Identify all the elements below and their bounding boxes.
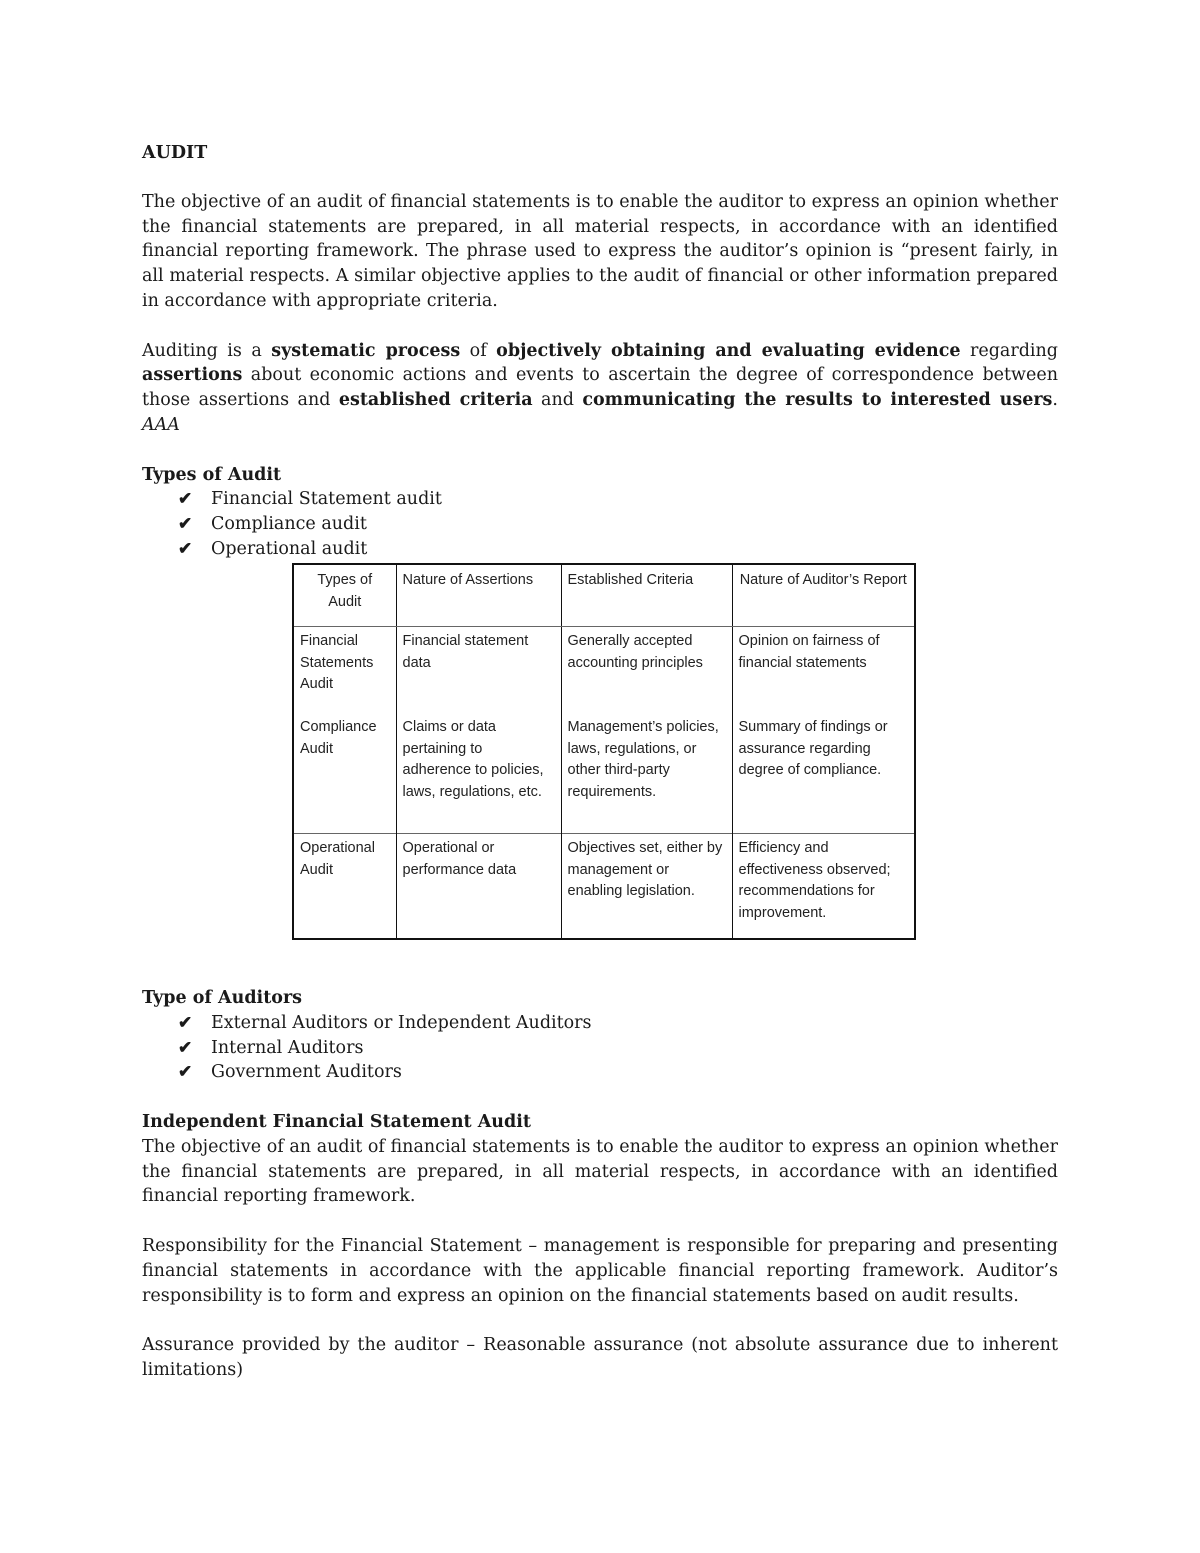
table-header-cell: Established Criteria	[561, 564, 732, 627]
table-cell: Objectives set, either by management or enabling legislation.	[561, 834, 732, 940]
table-header-cell: Types of Audit	[293, 564, 396, 627]
definition-bold-term: communicating the results to interested users	[582, 390, 1053, 411]
definition-source: AAA	[142, 414, 180, 435]
table-cell: Operational Audit	[293, 834, 396, 940]
responsibility-paragraph: Responsibility for the Financial Statement – management is responsible for preparing and presenting financial statements in accordance with the applicable financial reporting framework. Auditor’s responsibility is to form and express an opinion on the financial statements based on audit results.	[142, 1235, 1058, 1306]
definition-text: about economic actions and events to ascertain the degree of correspondence between those assertions and	[142, 365, 1058, 411]
checkmark-icon: ✔	[178, 1037, 193, 1058]
table-row	[293, 713, 915, 834]
table-cell: Generally accepted accounting principles	[561, 627, 732, 714]
table-row	[293, 627, 915, 714]
list-item-label: Operational audit	[211, 538, 368, 559]
table-cell: Efficiency and effectiveness observed; recommendations for improvement.	[732, 834, 915, 940]
independent-audit-paragraph: The objective of an audit of financial statements is to enable the auditor to express an opinion whether the financial statements are prepared, in all material respects, in accordance with an identified financial reporting framework.	[142, 1136, 1058, 1207]
definition-text: of	[460, 340, 497, 361]
table-cell: Management’s policies, laws, regulations, or other third-party requirements.	[561, 713, 732, 834]
definition-bold-term: assertions	[142, 365, 243, 386]
list-item-label: Government Auditors	[211, 1062, 402, 1083]
checkmark-icon: ✔	[178, 1062, 193, 1083]
definition-bold-term: objectively obtaining and evaluating evidence	[496, 340, 961, 361]
independent-audit-heading: Independent Financial Statement Audit	[142, 1111, 531, 1132]
checkmark-icon: ✔	[178, 1012, 193, 1033]
assurance-paragraph: Assurance provided by the auditor – Reasonable assurance (not absolute assurance due to inherent limitations)	[142, 1335, 1058, 1380]
types-of-audit-list	[142, 487, 1058, 561]
table-cell: Opinion on fairness of financial statements	[732, 627, 915, 714]
list-item-label: Compliance audit	[211, 514, 367, 535]
list-item	[178, 537, 1058, 562]
table-header-cell: Nature of Auditor’s Report	[732, 564, 915, 627]
upper-content	[142, 141, 1058, 587]
table-cell: Financial statement data	[396, 627, 561, 714]
lower-content	[142, 986, 1058, 1383]
table-row	[293, 834, 915, 940]
types-of-audit-heading: Types of Audit	[142, 464, 282, 485]
checkmark-icon: ✔	[178, 489, 193, 510]
table-header-cell: Nature of Assertions	[396, 564, 561, 627]
definition-text: regarding	[960, 340, 1058, 361]
list-item	[178, 1036, 1058, 1061]
intro-paragraph: The objective of an audit of financial statements is to enable the auditor to express an opinion whether the financial statements are prepared, in all material respects, in accordance with an identified financial reporting framework. The phrase used to express the auditor’s opinion is “present fairly, in all material respects. A similar objective applies to the audit of financial or other information prepared in accordance with appropriate criteria.	[142, 191, 1058, 311]
checkmark-icon: ✔	[178, 514, 193, 535]
definition-bold-term: established criteria	[338, 390, 533, 411]
definition-text: Auditing is a	[142, 340, 272, 361]
table-cell: Summary of findings or assurance regarding degree of compliance.	[732, 713, 915, 834]
definition-bold-term: systematic process	[271, 340, 461, 361]
table-cell: Operational or performance data	[396, 834, 561, 940]
list-item-label: External Auditors or Independent Auditors	[211, 1012, 592, 1033]
table-cell: Financial Statements Audit	[293, 627, 396, 714]
list-item-label: Financial Statement audit	[211, 489, 442, 510]
definition-text: .	[1052, 390, 1058, 411]
types-of-auditors-list	[142, 1011, 1058, 1085]
list-item	[178, 1011, 1058, 1036]
table-header-row	[293, 564, 915, 627]
checkmark-icon: ✔	[178, 538, 193, 559]
audit-types-table	[292, 563, 916, 940]
list-item	[178, 1060, 1058, 1085]
types-of-auditors-heading: Type of Auditors	[142, 988, 303, 1008]
list-item	[178, 512, 1058, 537]
list-item	[178, 487, 1058, 512]
page-title: AUDIT	[142, 143, 208, 163]
definition-text: and	[532, 390, 583, 411]
table-cell: Claims or data pertaining to adherence to policies, laws, regulations, etc.	[396, 713, 561, 834]
table-cell: Compliance Audit	[293, 713, 396, 834]
list-item-label: Internal Auditors	[211, 1037, 364, 1058]
definition-paragraph	[142, 339, 1058, 438]
